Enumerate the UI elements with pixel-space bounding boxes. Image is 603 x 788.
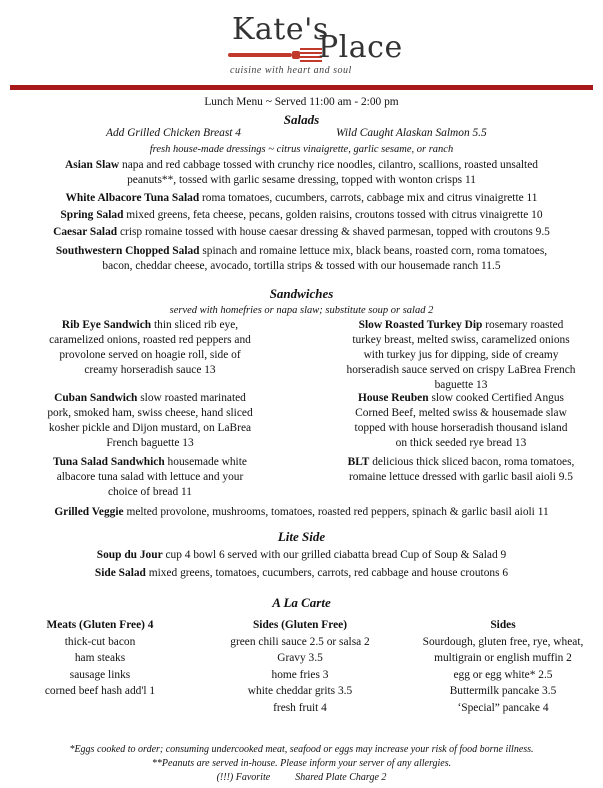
item-name: Grilled Veggie xyxy=(54,506,124,518)
item-desc: horseradish sauce served on crispy LaBrea French xyxy=(346,364,576,376)
list-item: green chili sauce 2.5 or salsa 2 xyxy=(230,635,370,648)
menu-item xyxy=(5,391,295,451)
item-desc: melted provolone, mushrooms, tomatoes, roasted red peppers, spinach & garlic basil aioli 11 xyxy=(126,506,549,518)
item-desc: Corned Beef, melted swiss & housemade slaw xyxy=(355,407,567,419)
logo-tagline: cuisine with heart and soul xyxy=(230,65,352,76)
item-name: Cuban Sandwich xyxy=(54,392,138,404)
item-desc: provolone served on hoagie roll, side of xyxy=(59,349,241,361)
item-desc: romaine lettuce dressed with garlic basil aioli 9.5 xyxy=(349,471,573,483)
menu-item xyxy=(0,158,603,188)
item-desc: mixed greens, tomatoes, cucumbers, carrots, red cabbage and house croutons 6 xyxy=(148,567,509,579)
item-name: Southwestern Chopped Salad xyxy=(55,245,200,257)
list-item: Gravy 3.5 xyxy=(277,652,323,664)
list-item: white cheddar grits 3.5 xyxy=(247,685,353,697)
item-desc: pork, smoked ham, swiss cheese, hand sliced xyxy=(47,407,253,419)
item-desc: topped with house horseradish thousand island xyxy=(354,422,568,434)
peanuts-note: **Peanuts are served in-house. Please inform your server of any allergies. xyxy=(151,758,452,769)
item-desc: mixed greens, feta cheese, pecans, golden raisins, croutons tossed with citrus vinaigrette 10 xyxy=(126,209,543,221)
item-desc: crisp romaine tossed with house caesar dressing & shaved parmesan, topped with croutons 9.5 xyxy=(119,226,550,238)
list-item: ‘Special” pancake 4 xyxy=(457,701,549,714)
eggs-note: *Eggs cooked to order; consuming undercooked meat, seafood or eggs may increase your risk of food borne illness. xyxy=(69,744,534,755)
item-desc: spinach and romaine lettuce mix, black beans, roasted corn, roma tomatoes, xyxy=(202,245,548,257)
addon-salmon: Wild Caught Alaskan Salmon 5.5 xyxy=(336,127,487,139)
menu-item xyxy=(0,566,603,581)
meats-column xyxy=(10,617,190,700)
item-desc: cup 4 bowl 6 served with our grilled ciabatta bread Cup of Soup & Salad 9 xyxy=(165,549,507,561)
item-desc: creamy horseradish sauce 13 xyxy=(84,364,216,376)
list-item: sausage links xyxy=(69,668,131,681)
menu-item xyxy=(0,208,603,223)
item-name: Side Salad xyxy=(94,567,146,579)
item-name: White Albacore Tuna Salad xyxy=(65,192,200,204)
menu-item xyxy=(322,455,600,485)
item-desc: caramelized onions, roasted red peppers and xyxy=(49,334,251,346)
logo-name-part2: Place xyxy=(318,30,403,65)
column-title: Sides (Gluten Free) xyxy=(252,619,348,631)
menu-item xyxy=(5,318,295,378)
item-desc: rosemary roasted xyxy=(485,319,564,331)
item-desc: choice of bread 11 xyxy=(107,486,193,498)
menu-title: Lunch Menu ~ Served 11:00 am - 2:00 pm xyxy=(204,96,399,108)
salads-heading: Salads xyxy=(283,112,320,127)
item-name: Caesar Salad xyxy=(53,226,118,238)
list-item: corned beef hash add'l 1 xyxy=(44,685,156,697)
menu-item xyxy=(0,548,603,563)
item-desc: napa and red cabbage tossed with crunchy rice noodles, cilantro, scallions, roasted unsalted xyxy=(122,159,538,171)
item-desc: housemade white xyxy=(167,456,247,468)
item-name: Asian Slaw xyxy=(65,159,120,171)
list-item: thick-cut bacon xyxy=(64,635,136,648)
menu-item xyxy=(5,455,295,500)
sandwiches-heading: Sandwiches xyxy=(269,286,334,301)
sides-column xyxy=(408,617,598,716)
item-desc: baguette 13 xyxy=(434,379,488,391)
item-desc: slow roasted marinated xyxy=(140,392,246,404)
item-desc: turkey breast, melted swiss, caramelized onions xyxy=(352,334,570,346)
item-desc: slow cooked Certified Angus xyxy=(431,392,564,404)
menu-item xyxy=(0,505,603,520)
a-la-carte-heading: A La Carte xyxy=(272,595,331,610)
lite-side-heading: Lite Side xyxy=(277,529,326,544)
menu-item xyxy=(0,244,603,274)
legend-line xyxy=(0,771,603,785)
menu-item xyxy=(322,391,600,451)
logo-name-part1: Kate's xyxy=(232,12,329,47)
item-desc: with turkey jus for dipping, side of creamy xyxy=(363,349,559,361)
sides-gf-column xyxy=(200,617,400,716)
item-name: BLT xyxy=(347,456,370,468)
sandwiches-note: served with homefries or napa slaw; substitute soup or salad 2 xyxy=(169,305,434,316)
menu-item xyxy=(0,225,603,240)
list-item: Buttermilk pancake 3.5 xyxy=(449,685,557,697)
item-name: Soup du Jour xyxy=(96,549,163,561)
item-desc: thin sliced rib eye, xyxy=(153,319,239,331)
item-name: Tuna Salad Sandwhich xyxy=(53,456,165,468)
column-title: Meats (Gluten Free) 4 xyxy=(46,619,154,631)
fork-icon xyxy=(226,46,326,64)
item-name: Spring Salad xyxy=(60,209,124,221)
list-item: home fries 3 xyxy=(271,668,329,681)
item-name: House Reuben xyxy=(358,392,429,404)
addon-chicken: Add Grilled Chicken Breast 4 xyxy=(106,127,241,139)
list-item: egg or egg white* 2.5 xyxy=(453,668,553,681)
menu-item xyxy=(322,318,600,393)
list-item: ham steaks xyxy=(74,652,126,664)
item-desc: peanuts**, tossed with garlic sesame dressing, topped with wonton crisps 11 xyxy=(127,174,476,186)
item-desc: on thick seeded rye bread 13 xyxy=(395,437,527,449)
item-desc: delicious thick sliced bacon, roma tomatoes, xyxy=(372,456,575,468)
item-desc: kosher pickle and Dijon mustard, on LaBrea xyxy=(48,422,252,434)
dressings-note: fresh house-made dressings ~ citrus vinaigrette, garlic sesame, or ranch xyxy=(149,144,454,155)
logo xyxy=(0,6,603,86)
favorite-note: (!!!) Favorite xyxy=(216,772,271,783)
list-item: multigrain or english muffin 2 xyxy=(434,652,572,664)
header-divider xyxy=(10,85,593,90)
item-desc: bacon, cheddar cheese, avocado, tortilla strips & tossed with our housemade ranch 11.5 xyxy=(102,260,501,272)
menu-item xyxy=(0,191,603,206)
item-name: Slow Roasted Turkey Dip xyxy=(358,319,483,331)
item-desc: albacore tuna salad with lettuce and your xyxy=(56,471,244,483)
list-item: fresh fruit 4 xyxy=(273,701,327,714)
column-title: Sides xyxy=(490,619,516,631)
item-desc: roma tomatoes, cucumbers, carrots, cabbage mix and citrus vinaigrette 11 xyxy=(202,192,538,204)
item-name: Rib Eye Sandwich xyxy=(61,319,152,331)
shared-plate-note: Shared Plate Charge 2 xyxy=(295,772,387,783)
item-desc: French baguette 13 xyxy=(106,437,194,449)
list-item: Sourdough, gluten free, rye, wheat, xyxy=(422,635,584,648)
